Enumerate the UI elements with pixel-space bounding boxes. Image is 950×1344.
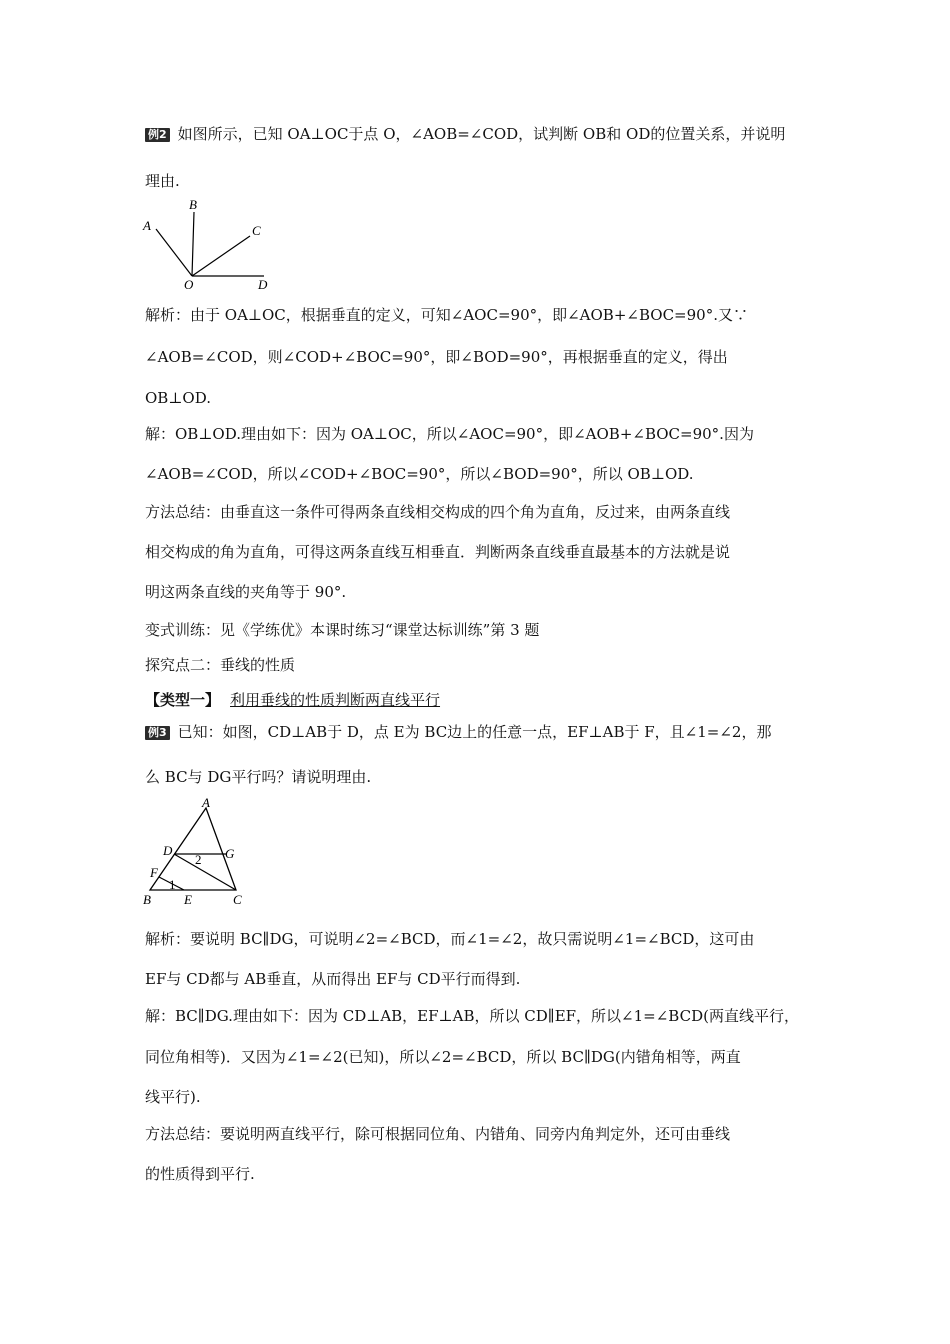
example2-analysis-line1: 解析：由于 OA⊥OC，根据垂直的定义，可知∠AOC=90°，即∠AOB+∠BOC=90°.又∵ [145,306,748,324]
type1-heading [145,690,440,710]
example2-badge: 例2 [145,128,170,142]
type1-title: 利用垂线的性质判断两直线平行 [230,691,441,709]
type1-tag: 【类型一】 [145,691,221,709]
ray-oc [192,236,250,276]
example2-question [145,124,785,144]
section-heading: 探究点二：垂线的性质 [145,656,296,674]
example2-solution-line2: ∠AOB=∠COD，所以∠COD+∠BOC=90°，所以∠BOD=90°，所以 OB⊥OD. [145,465,694,483]
example3-solution-line3: 线平行). [145,1088,201,1106]
example3-solution-line2: 同位角相等)．又因为∠1=∠2(已知)，所以∠2=∠BCD，所以 BC∥DG(内错角相等，两直 [145,1048,741,1066]
label-d: D [163,843,173,858]
example2-method-line3: 明这两条直线的夹角等于 90°. [145,583,347,601]
label-o: O [184,277,194,292]
example3-method-line1: 方法总结：要说明两直线平行，除可根据同位角、内错角、同旁内角判定外，还可由垂线 [145,1125,731,1143]
label-angle-2: 2 [195,852,202,867]
label-b: B [143,892,151,907]
ray-ob [192,212,194,276]
ray-oa [156,229,192,276]
example3-method-line2: 的性质得到平行. [145,1165,255,1183]
label-a: A [143,218,151,233]
example3-badge: 例3 [145,726,170,740]
example2-analysis-line2: ∠AOB=∠COD，则∠COD+∠BOC=90°，即∠BOD=90°，再根据垂直的定义，得出 [145,348,728,366]
label-d: D [258,277,268,292]
variant-training: 变式训练：见《学练优》本课时练习“课堂达标训练”第 3 题 [145,621,540,639]
example2-method-line1: 方法总结：由垂直这一条件可得两条直线相交构成的四个角为直角，反过来，由两条直线 [145,503,731,521]
label-c: C [252,223,261,238]
example2-figure [140,196,280,292]
example3-analysis-line1: 解析：要说明 BC∥DG，可说明∠2=∠BCD，而∠1=∠2，故只需说明∠1=∠BCD，这可由 [145,930,755,948]
example2-analysis-line3: OB⊥OD. [145,389,211,407]
example2-question-line2: 理由. [145,172,180,190]
example3-question [145,722,771,742]
example3-figure [140,796,260,908]
label-f: F [150,865,158,880]
label-c: C [233,892,242,907]
example3-question-line1: 已知：如图，CD⊥AB于 D，点 E为 BC边上的任意一点，EF⊥AB于 F，且∠1=∠2，那 [177,723,772,741]
label-b: B [189,197,197,212]
example2-method-line2: 相交构成的角为直角，可得这两条直线互相垂直．判断两条直线垂直最基本的方法就是说 [145,543,731,561]
label-a: A [202,796,210,810]
label-g: G [225,846,235,861]
example3-question-line2: 么 BC与 DG平行吗？请说明理由. [145,768,372,786]
example2-question-line1: 如图所示，已知 OA⊥OC于点 O，∠AOB=∠COD，试判断 OB和 OD的位置关系，并说明 [177,125,786,143]
label-angle-1: 1 [169,877,176,892]
example2-solution-line1: 解：OB⊥OD.理由如下：因为 OA⊥OC，所以∠AOC=90°，即∠AOB+∠BOC=90°.因为 [145,425,754,443]
example3-solution-line1: 解：BC∥DG.理由如下：因为 CD⊥AB，EF⊥AB，所以 CD∥EF，所以∠1=∠BCD(两直线平行， [145,1007,799,1025]
label-e: E [184,892,192,907]
example3-analysis-line2: EF与 CD都与 AB垂直，从而得出 EF与 CD平行而得到. [145,970,521,988]
